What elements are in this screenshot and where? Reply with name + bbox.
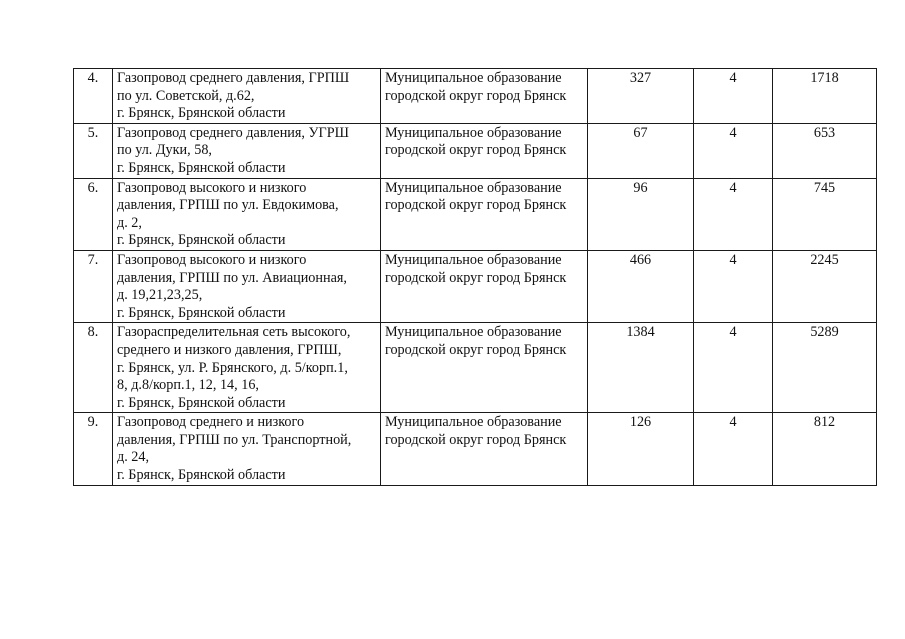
object-name-line: Газопровод среднего давления, ГРПШ xyxy=(117,70,350,86)
value-cell: 2245 xyxy=(773,250,877,322)
owner-line: Муниципальное образование xyxy=(385,324,562,341)
category-cell: 4 xyxy=(694,323,773,413)
object-name-line: г. Брянск, ул. Р. Брянского, д. 5/корп.1, xyxy=(117,359,348,376)
row-number-cell: 5. xyxy=(74,123,113,178)
object-name-cell xyxy=(113,178,381,250)
length-cell: 96 xyxy=(588,178,694,250)
object-name-line: по ул. Советской, д.62, xyxy=(117,87,255,104)
object-name-line: д. 2, xyxy=(117,214,142,231)
category-cell: 4 xyxy=(694,123,773,178)
object-name-cell xyxy=(113,123,381,178)
owner-line: Муниципальное образование xyxy=(385,414,562,431)
value-cell: 1718 xyxy=(773,69,877,124)
table-row xyxy=(74,250,877,322)
object-name-line: Газораспределительная сеть высокого, xyxy=(117,324,351,341)
owner-line: Муниципальное образование xyxy=(385,124,562,141)
objects-table xyxy=(73,68,877,486)
object-name-line: давления, ГРПШ по ул. Транспортной, xyxy=(117,431,352,448)
object-name-line: г. Брянск, Брянской области xyxy=(117,394,286,411)
object-name-line: д. 24, xyxy=(117,449,150,466)
row-number-cell: 8. xyxy=(74,323,113,413)
length-cell: 1384 xyxy=(588,323,694,413)
table-row xyxy=(74,413,877,485)
object-name-line: Газопровод высокого и низкого xyxy=(117,179,307,196)
table-row xyxy=(74,178,877,250)
owner-cell xyxy=(381,413,588,485)
object-name-line: 8, д.8/корп.1, 12, 14, 16, xyxy=(117,377,259,394)
owner-line: Муниципальное образование xyxy=(385,70,562,86)
category-cell: 4 xyxy=(694,250,773,322)
object-name-cell xyxy=(113,413,381,485)
object-name-line: среднего и низкого давления, ГРПШ, xyxy=(117,341,342,358)
category-cell: 4 xyxy=(694,178,773,250)
object-name-line: давления, ГРПШ по ул. Авиационная, xyxy=(117,269,347,286)
table-row xyxy=(74,69,877,124)
object-name-line: г. Брянск, Брянской области xyxy=(117,467,286,484)
row-number-cell: 4. xyxy=(74,69,113,124)
category-cell: 4 xyxy=(694,69,773,124)
object-name-line: давления, ГРПШ по ул. Евдокимова, xyxy=(117,197,339,214)
owner-line: городской округ город Брянск xyxy=(385,341,567,358)
owner-cell xyxy=(381,123,588,178)
row-number-cell: 9. xyxy=(74,413,113,485)
object-name-line: г. Брянск, Брянской области xyxy=(117,159,286,176)
row-number-cell: 6. xyxy=(74,178,113,250)
object-name-line: г. Брянск, Брянской области xyxy=(117,304,286,321)
object-name-cell xyxy=(113,69,381,124)
value-cell: 653 xyxy=(773,123,877,178)
object-name-line: Газопровод среднего давления, УГРШ xyxy=(117,124,349,141)
owner-line: городской округ город Брянск xyxy=(385,197,567,214)
owner-line: городской округ город Брянск xyxy=(385,269,567,286)
value-cell: 745 xyxy=(773,178,877,250)
owner-cell xyxy=(381,250,588,322)
value-cell: 5289 xyxy=(773,323,877,413)
owner-line: городской округ город Брянск xyxy=(385,431,567,448)
table-body xyxy=(74,69,877,486)
row-number-cell: 7. xyxy=(74,250,113,322)
table-row xyxy=(74,323,877,413)
length-cell: 67 xyxy=(588,123,694,178)
category-cell: 4 xyxy=(694,413,773,485)
owner-line: городской округ город Брянск xyxy=(385,87,567,104)
value-cell: 812 xyxy=(773,413,877,485)
object-name-line: Газопровод среднего и низкого xyxy=(117,414,305,431)
object-name-line: д. 19,21,23,25, xyxy=(117,287,203,304)
owner-line: Муниципальное образование xyxy=(385,179,562,196)
object-name-cell xyxy=(113,323,381,413)
object-name-cell xyxy=(113,250,381,322)
owner-cell xyxy=(381,323,588,413)
object-name-line: г. Брянск, Брянской области xyxy=(117,105,286,122)
object-name-line: Газопровод высокого и низкого xyxy=(117,251,307,268)
owner-line: городской округ город Брянск xyxy=(385,142,567,159)
length-cell: 466 xyxy=(588,250,694,322)
length-cell: 327 xyxy=(588,69,694,124)
owner-line: Муниципальное образование xyxy=(385,251,562,268)
object-name-line: г. Брянск, Брянской области xyxy=(117,232,286,249)
table-row xyxy=(74,123,877,178)
owner-cell xyxy=(381,69,588,124)
object-name-line: по ул. Дуки, 58, xyxy=(117,142,212,159)
owner-cell xyxy=(381,178,588,250)
length-cell: 126 xyxy=(588,413,694,485)
